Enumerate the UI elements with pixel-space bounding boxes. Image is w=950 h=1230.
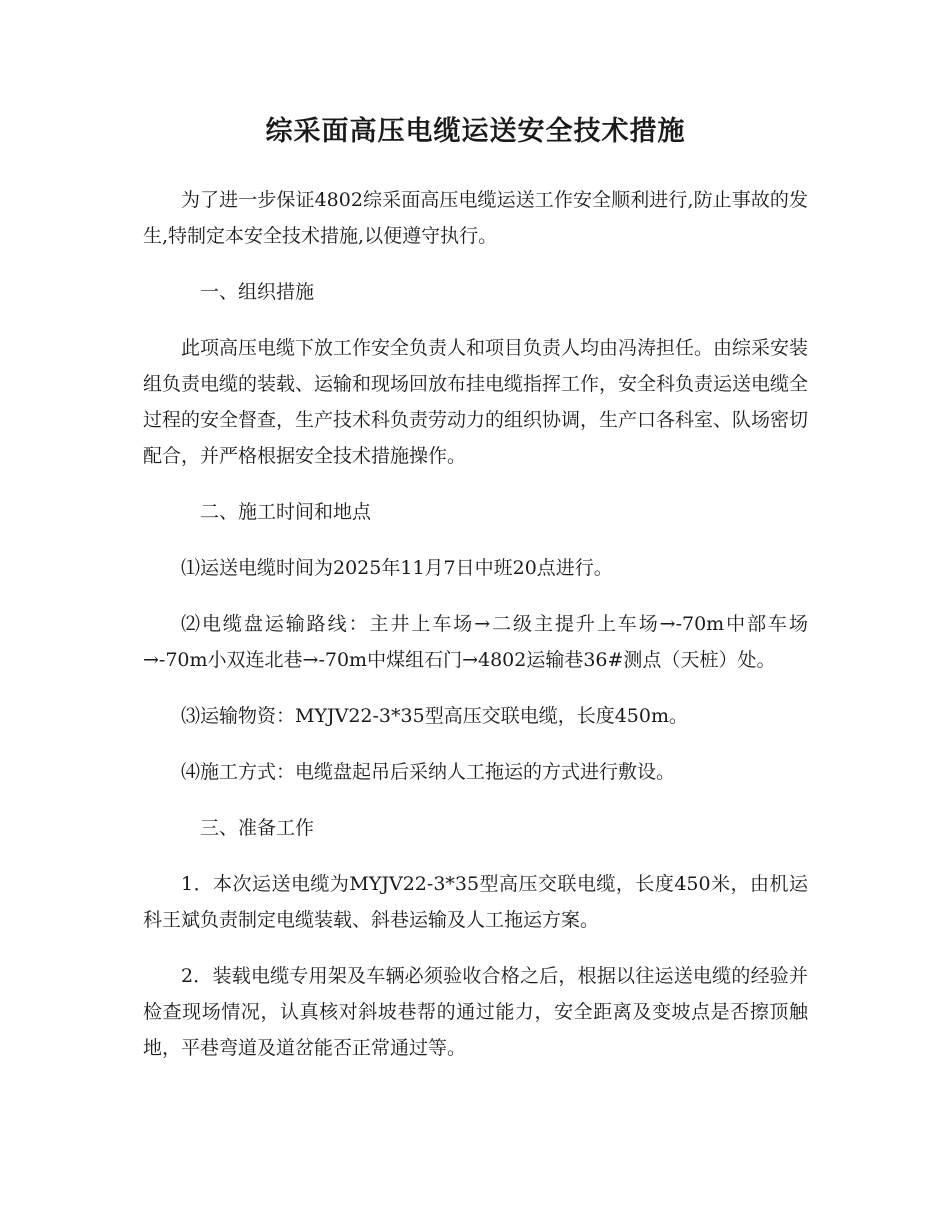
time-location-item: ⑴运送电缆时间为2025年11月7日中班20点进行。 (181, 557, 613, 579)
time-location-item: ⑶运输物资：MYJV22-3*35型高压交联电缆，长度450m。 (181, 705, 688, 727)
document-body (143, 112, 808, 1066)
section-heading-preparation: 三、准备工作 (200, 817, 315, 839)
preparation-item: 1．本次运送电缆为MYJV22-3*35型高压交联电缆，长度450米，由机运科王斌负责制定电缆装载、斜巷运输及人工拖运方案。 (143, 873, 808, 931)
organization-paragraph: 此项高压电缆下放工作安全负责人和项目负责人均由冯涛担任。由综采安装组负责电缆的装载、运输和现场回放布挂电缆指挥工作，安全科负责运送电缆全过程的安全督查，生产技术科负责劳动力的组织协调，生产口各科室、队场密切配合，并严格根据安全技术措施操作。 (143, 337, 809, 467)
document-title: 综采面高压电缆运送安全技术措施 (265, 116, 686, 147)
intro-paragraph: 为了进一步保证4802综采面高压电缆运送工作安全顺利进行,防止事故的发生,特制定本安全技术措施,以便遵守执行。 (143, 189, 808, 247)
section-heading-organization: 一、组织措施 (200, 281, 315, 303)
section-heading-time-location: 二、施工时间和地点 (200, 501, 372, 523)
preparation-item: 2．装载电缆专用架及车辆必须验收合格之后，根据以往运送电缆的经验并检查现场情况，认真核对斜坡巷帮的通过能力，安全距离及变坡点是否擦顶触地，平巷弯道及道岔能否正常通过等。 (143, 965, 808, 1059)
time-location-item: ⑵电缆盘运输路线：主井上车场→二级主提升上车场→-70m中部车场→-70m小双连北巷→-70m中煤组石门→4802运输巷36#测点（天桩）处。 (143, 613, 808, 671)
time-location-item: ⑷施工方式：电缆盘起吊后采纳人工拖运的方式进行敷设。 (181, 761, 676, 783)
